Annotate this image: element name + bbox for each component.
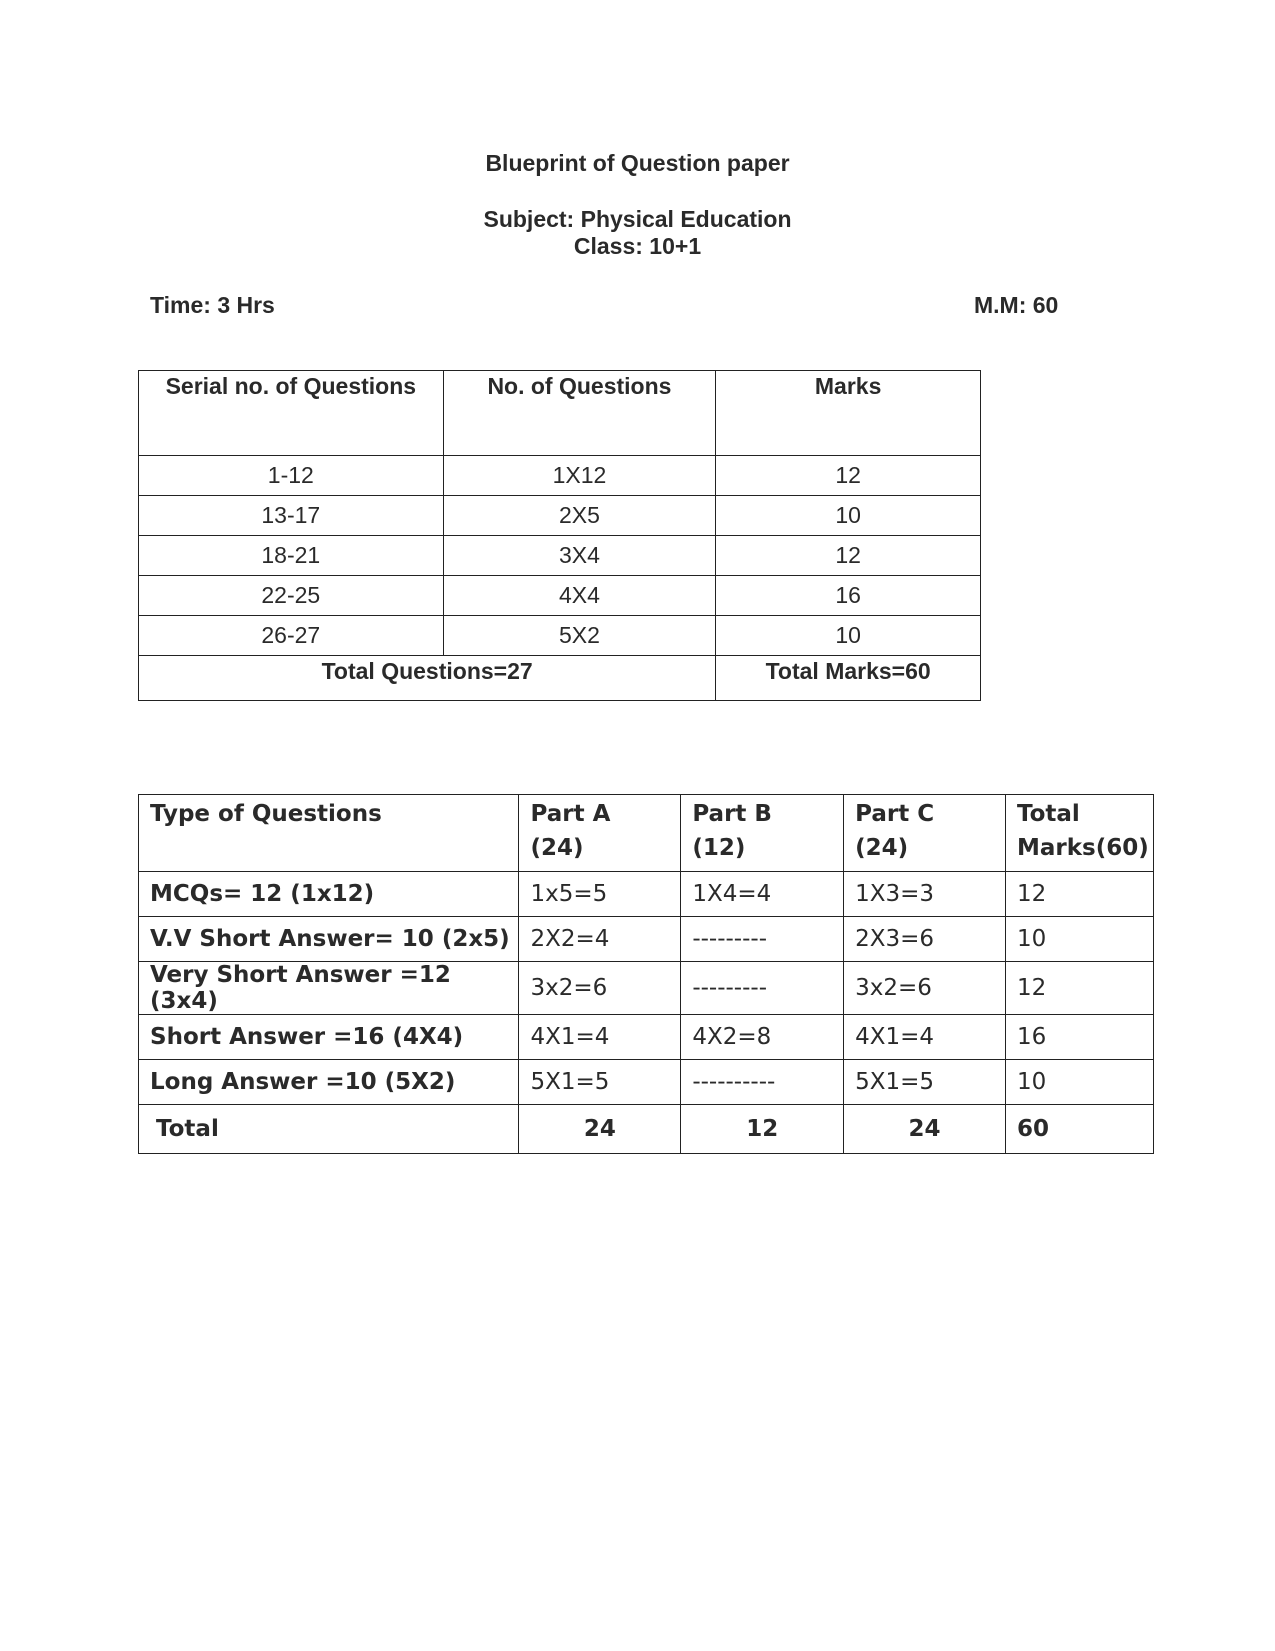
num-questions-cell: 3X4 <box>443 536 716 576</box>
total-label-cell: Total <box>139 1105 519 1154</box>
table-row <box>139 456 981 496</box>
total-cell: 10 <box>1005 917 1153 962</box>
header-line: Marks(60) <box>1016 835 1149 861</box>
part-a-total-cell: 24 <box>519 1105 681 1154</box>
part-a-cell: 3x2=6 <box>519 962 681 1015</box>
header-part-c <box>844 795 1006 872</box>
num-questions-cell: 5X2 <box>443 616 716 656</box>
table-row <box>139 1060 1154 1105</box>
total-cell: 12 <box>1005 872 1153 917</box>
part-a-cell: 5X1=5 <box>519 1060 681 1105</box>
serial-cell: 26-27 <box>139 616 444 656</box>
header-type <box>139 795 519 872</box>
part-c-cell: 1X3=3 <box>844 872 1006 917</box>
class-line: Class: 10+1 <box>573 233 702 259</box>
table-total-row <box>139 1105 1154 1154</box>
part-b-cell: ---------- <box>681 1060 844 1105</box>
header-serial: Serial no. of Questions <box>139 371 444 456</box>
serial-cell: 18-21 <box>139 536 444 576</box>
num-questions-cell: 4X4 <box>443 576 716 616</box>
table-row <box>139 576 981 616</box>
header-line: Part B <box>692 801 772 827</box>
table-row <box>139 962 1154 1015</box>
table-row <box>139 536 981 576</box>
total-cell: 16 <box>1005 1015 1153 1060</box>
num-questions-cell: 1X12 <box>443 456 716 496</box>
header-line: (24) <box>855 835 909 861</box>
marks-cell: 10 <box>716 496 981 536</box>
serial-cell: 22-25 <box>139 576 444 616</box>
table-total-row <box>139 656 981 701</box>
part-a-cell: 1x5=5 <box>519 872 681 917</box>
table-row <box>139 917 1154 962</box>
question-distribution-table <box>138 370 981 701</box>
marks-cell: 12 <box>716 536 981 576</box>
header-line: Part A <box>530 801 611 827</box>
table-header-row <box>139 795 1154 872</box>
header-total-marks <box>1005 795 1153 872</box>
question-type-cell: Very Short Answer =12 (3x4) <box>139 962 519 1015</box>
header-marks: Marks <box>716 371 981 456</box>
page-title: Blueprint of Question paper <box>485 150 790 176</box>
part-b-cell: 1X4=4 <box>681 872 844 917</box>
total-questions-cell: Total Questions=27 <box>139 656 716 701</box>
marks-cell: 10 <box>716 616 981 656</box>
serial-cell: 13-17 <box>139 496 444 536</box>
question-type-cell: Short Answer =16 (4X4) <box>139 1015 519 1060</box>
question-type-cell: V.V Short Answer= 10 (2x5) <box>139 917 519 962</box>
total-cell: 10 <box>1005 1060 1153 1105</box>
header-line: Type of Questions <box>150 801 382 827</box>
table-row <box>139 616 981 656</box>
time-label: Time: 3 Hrs <box>150 292 275 318</box>
subject-line: Subject: Physical Education <box>483 206 792 232</box>
part-a-cell: 4X1=4 <box>519 1015 681 1060</box>
part-b-cell: --------- <box>681 962 844 1015</box>
total-marks-cell: Total Marks=60 <box>716 656 981 701</box>
part-c-cell: 3x2=6 <box>844 962 1006 1015</box>
table-row <box>139 872 1154 917</box>
header-line: (24) <box>530 835 584 861</box>
part-c-total-cell: 24 <box>844 1105 1006 1154</box>
part-b-cell: 4X2=8 <box>681 1015 844 1060</box>
header-line: (12) <box>692 835 746 861</box>
grand-total-cell: 60 <box>1005 1105 1153 1154</box>
question-type-cell: MCQs= 12 (1x12) <box>139 872 519 917</box>
question-type-cell: Long Answer =10 (5X2) <box>139 1060 519 1105</box>
table-row <box>139 1015 1154 1060</box>
max-marks-label: M.M: 60 <box>974 292 1059 318</box>
table-row <box>139 496 981 536</box>
marks-cell: 12 <box>716 456 981 496</box>
part-a-cell: 2X2=4 <box>519 917 681 962</box>
part-b-cell: --------- <box>681 917 844 962</box>
serial-cell: 1-12 <box>139 456 444 496</box>
total-cell: 12 <box>1005 962 1153 1015</box>
table-header-row <box>139 371 981 456</box>
question-type-table <box>138 794 1154 1154</box>
part-c-cell: 4X1=4 <box>844 1015 1006 1060</box>
header-part-b <box>681 795 844 872</box>
header-line: Total <box>1016 801 1080 827</box>
num-questions-cell: 2X5 <box>443 496 716 536</box>
header-num-questions: No. of Questions <box>443 371 716 456</box>
part-b-total-cell: 12 <box>681 1105 844 1154</box>
part-c-cell: 2X3=6 <box>844 917 1006 962</box>
header-line: Part C <box>855 801 935 827</box>
header-part-a <box>519 795 681 872</box>
marks-cell: 16 <box>716 576 981 616</box>
part-c-cell: 5X1=5 <box>844 1060 1006 1105</box>
